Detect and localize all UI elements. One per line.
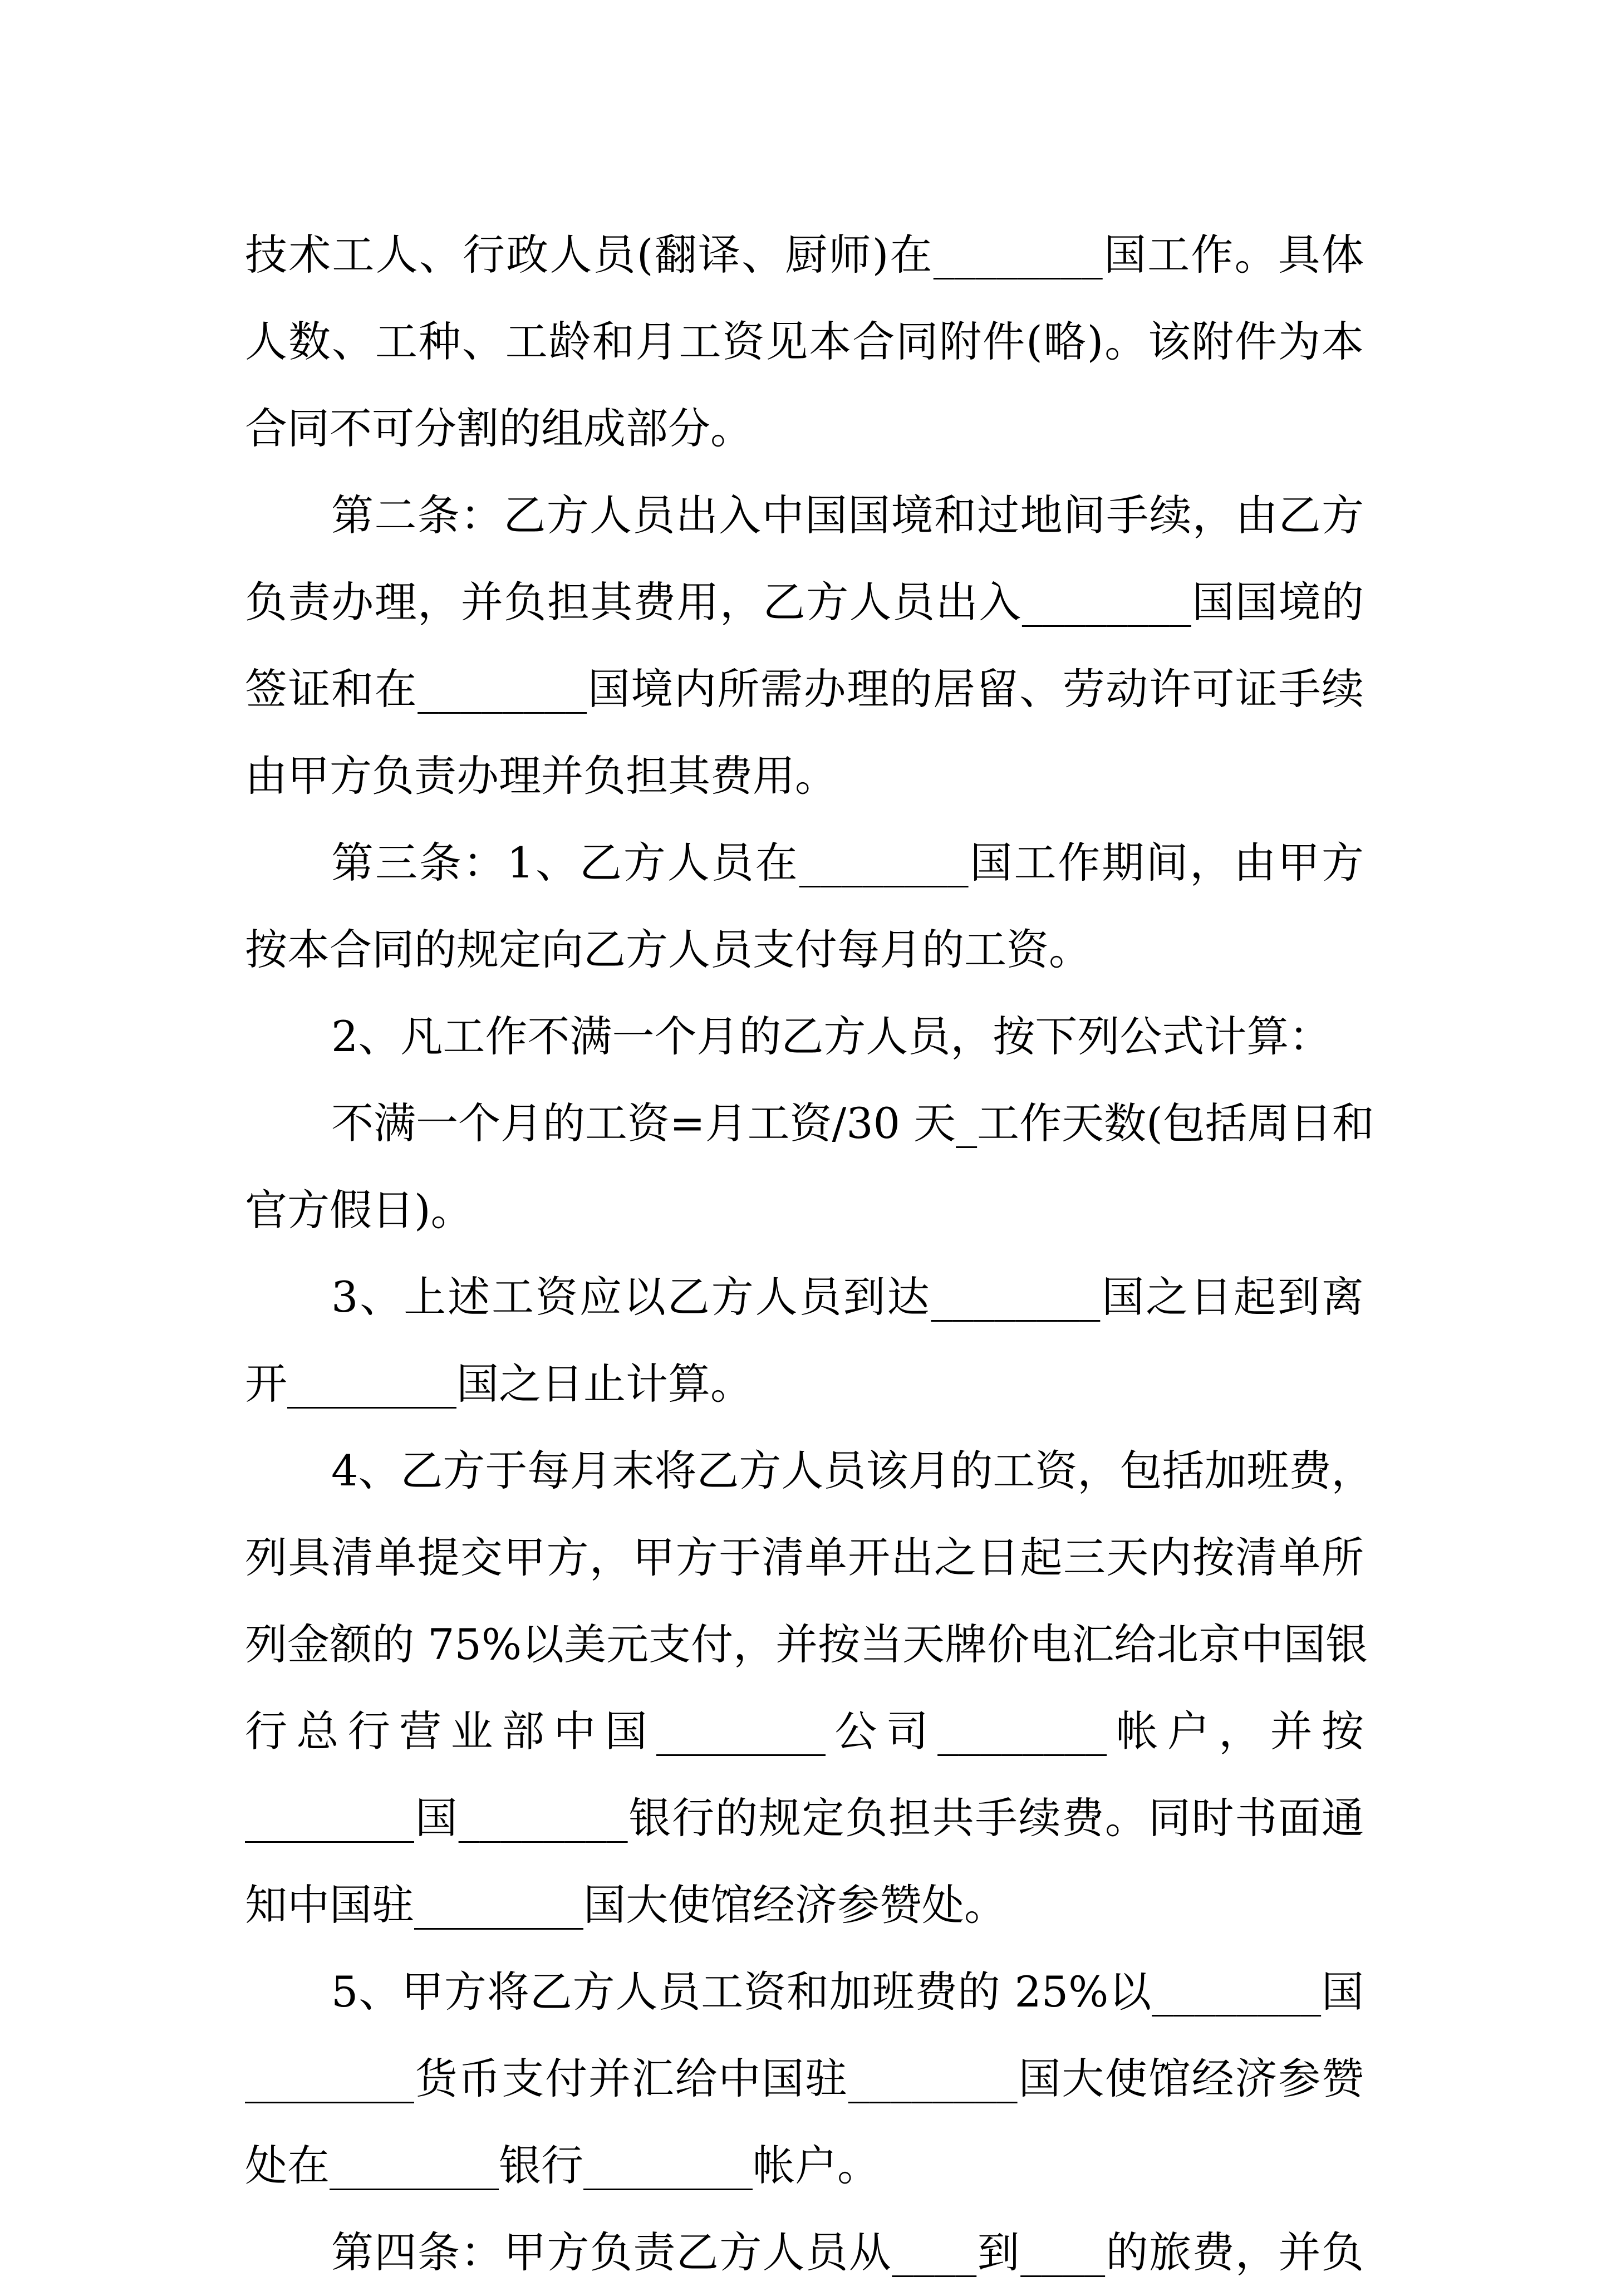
text-line: 知中国驻________国大使馆经济参赞处。 (245, 1880, 1006, 1930)
text-line: 列具清单提交甲方，甲方于清单开出之日起三天内按清单所 (245, 1533, 1364, 1582)
text-line: 官方假日)。 (245, 1185, 473, 1235)
text-line: 由甲方负责办理并负担其费用。 (245, 751, 837, 801)
text-line: 5、甲方将乙方人员工资和加班费的 25%以________国 (331, 1967, 1364, 2017)
text-line: 行总行营业部中国________公司________帐户，并按 (245, 1706, 1364, 1756)
text-line: 开________国之日止计算。 (245, 1359, 753, 1409)
text-line: 3、上述工资应以乙方人员到达________国之日起到离 (331, 1272, 1364, 1322)
text-line: 4、乙方于每月末将乙方人员该月的工资，包括加班费， (331, 1446, 1374, 1495)
text-line: 负责办理，并负担其费用，乙方人员出入________国国境的 (245, 577, 1364, 627)
text-line: ________国________银行的规定负担共手续费。同时书面通 (245, 1793, 1364, 1843)
text-line: 签证和在________国境内所需办理的居留、劳动许可证手续 (245, 664, 1364, 714)
text-line: 按本合同的规定向乙方人员支付每月的工资。 (245, 925, 1091, 974)
text-line: 合同不可分割的组成部分。 (245, 404, 753, 453)
text-line: 第四条：甲方负责乙方人员从____到____的旅费，并负 (331, 2228, 1364, 2277)
text-line: 第三条：1、乙方人员在________国工作期间，由甲方 (331, 838, 1364, 887)
text-line: 2、凡工作不满一个月的乙方人员，按下列公式计算： (331, 1012, 1332, 1061)
text-line: 人数、工种、工龄和月工资见本合同附件(略)。该附件为本 (245, 317, 1364, 366)
text-line: 处在________银行________帐户。 (245, 2141, 880, 2190)
text-line: ________货币支付并汇给中国驻________国大使馆经济参赞 (245, 2054, 1364, 2103)
document-page (245, 212, 1374, 2296)
text-line: 第二条：乙方人员出入中国国境和过地间手续，由乙方 (331, 490, 1364, 540)
text-line: 不满一个月的工资=月工资/30 天_工作天数(包括周日和 (331, 1098, 1374, 1148)
text-line: 列金额的 75%以美元支付，并按当天牌价电汇给北京中国银 (245, 1620, 1368, 1669)
text-line: 技术工人、行政人员(翻译、厨师)在________国工作。具体 (245, 230, 1364, 279)
